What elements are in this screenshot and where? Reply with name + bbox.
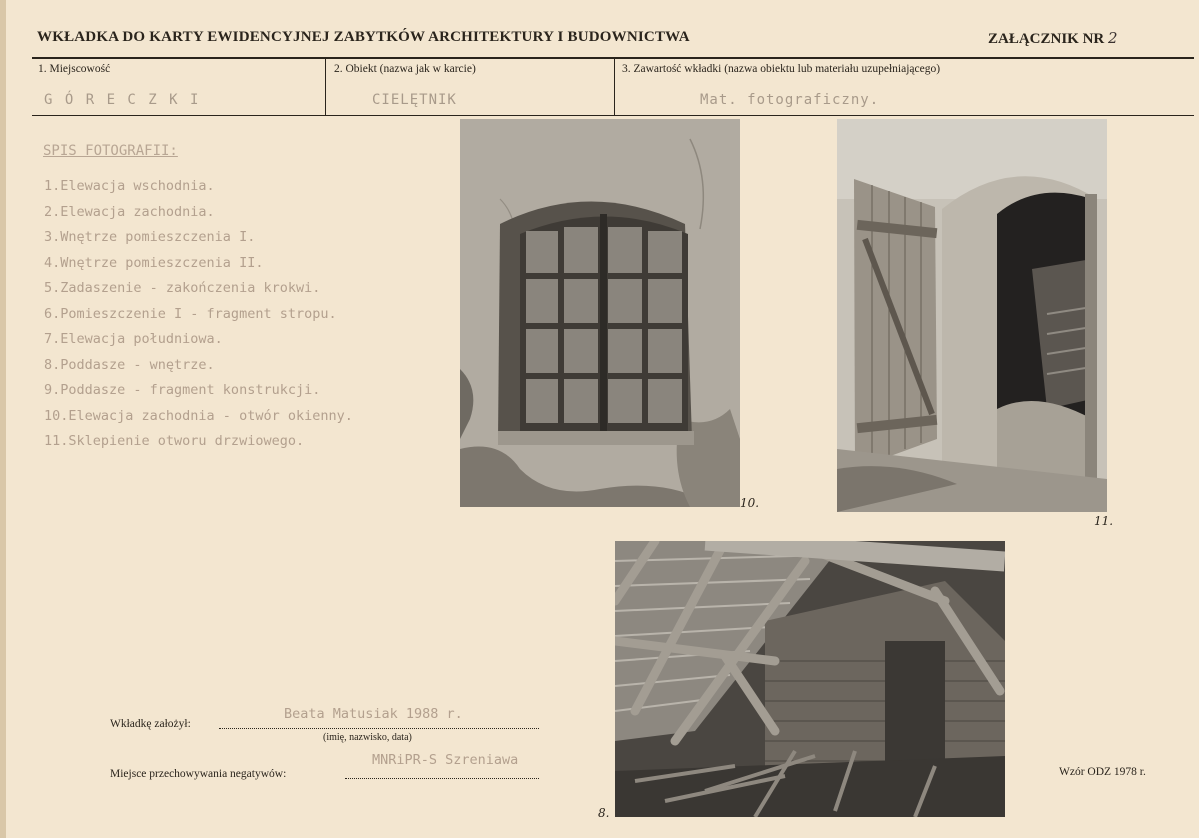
list-item: 3.Wnętrze pomieszczenia I. xyxy=(44,229,256,245)
sheet-title: WKŁADKA DO KARTY EWIDENCYJNEJ ZABYTKÓW ARCHITEKTURY I BUDOWNICTWA xyxy=(37,29,690,45)
list-item: 8.Poddasze - wnętrze. xyxy=(44,356,215,373)
object-label: 2. Obiekt (nazwa jak w karcie) xyxy=(334,63,476,75)
photo-list xyxy=(44,178,353,459)
photo-list-title: SPIS FOTOGRAFII: xyxy=(43,143,178,159)
annex-number: 2 xyxy=(1108,29,1118,47)
list-item: 6.Pomieszczenie I - fragment stropu. xyxy=(44,305,337,322)
column-divider-1 xyxy=(325,59,326,115)
author-caption: (imię, nazwisko, data) xyxy=(323,732,412,743)
list-item: 2.Elewacja zachodnia. xyxy=(44,203,215,220)
author-label: Wkładkę założył: xyxy=(110,718,191,730)
list-item: 9.Poddasze - fragment konstrukcji. xyxy=(44,382,321,398)
author-dotline xyxy=(219,728,539,729)
column-divider-2 xyxy=(614,59,615,115)
contents-label: 3. Zawartość wkładki (nazwa obiektu lub materiału uzupełniającego) xyxy=(622,63,941,75)
sheet-edge xyxy=(0,0,6,838)
list-item: 7.Elewacja południowa. xyxy=(44,331,223,347)
contents-value: Mat. fotograficzny. xyxy=(700,92,880,108)
list-item: 5.Zadaszenie - zakończenia krokwi. xyxy=(44,280,321,296)
photo-doorway xyxy=(837,119,1107,512)
header-rule-bottom xyxy=(32,115,1194,116)
photo-attic-number: 8. xyxy=(598,806,610,820)
photo-window xyxy=(460,119,740,507)
locality-label: 1. Miejscowość xyxy=(38,63,111,75)
form-model-label: Wzór ODZ 1978 r. xyxy=(1059,766,1146,778)
photo-attic xyxy=(615,541,1005,817)
photo-doorway-number: 11. xyxy=(1094,514,1114,528)
negatives-value: MNRiPR-S Szreniawa xyxy=(372,752,519,768)
photo-window-number: 10. xyxy=(740,496,760,510)
header-rule-top xyxy=(32,57,1194,59)
list-item: 1.Elewacja wschodnia. xyxy=(44,178,215,194)
author-value: Beata Matusiak 1988 r. xyxy=(284,706,463,722)
locality-value: G Ó R E C Z K I xyxy=(44,92,201,108)
list-item: 10.Elewacja zachodnia - otwór okienny. xyxy=(44,407,353,424)
list-item: 11.Sklepienie otworu drzwiowego. xyxy=(44,433,305,449)
list-item: 4.Wnętrze pomieszczenia II. xyxy=(44,254,264,271)
annex-label xyxy=(988,29,1118,48)
negatives-label: Miejsce przechowywania negatywów: xyxy=(110,768,287,780)
negatives-dotline xyxy=(345,778,539,779)
object-value: CIELĘTNIK xyxy=(372,92,457,108)
annex-label-text: ZAŁĄCZNIK NR xyxy=(988,31,1105,47)
